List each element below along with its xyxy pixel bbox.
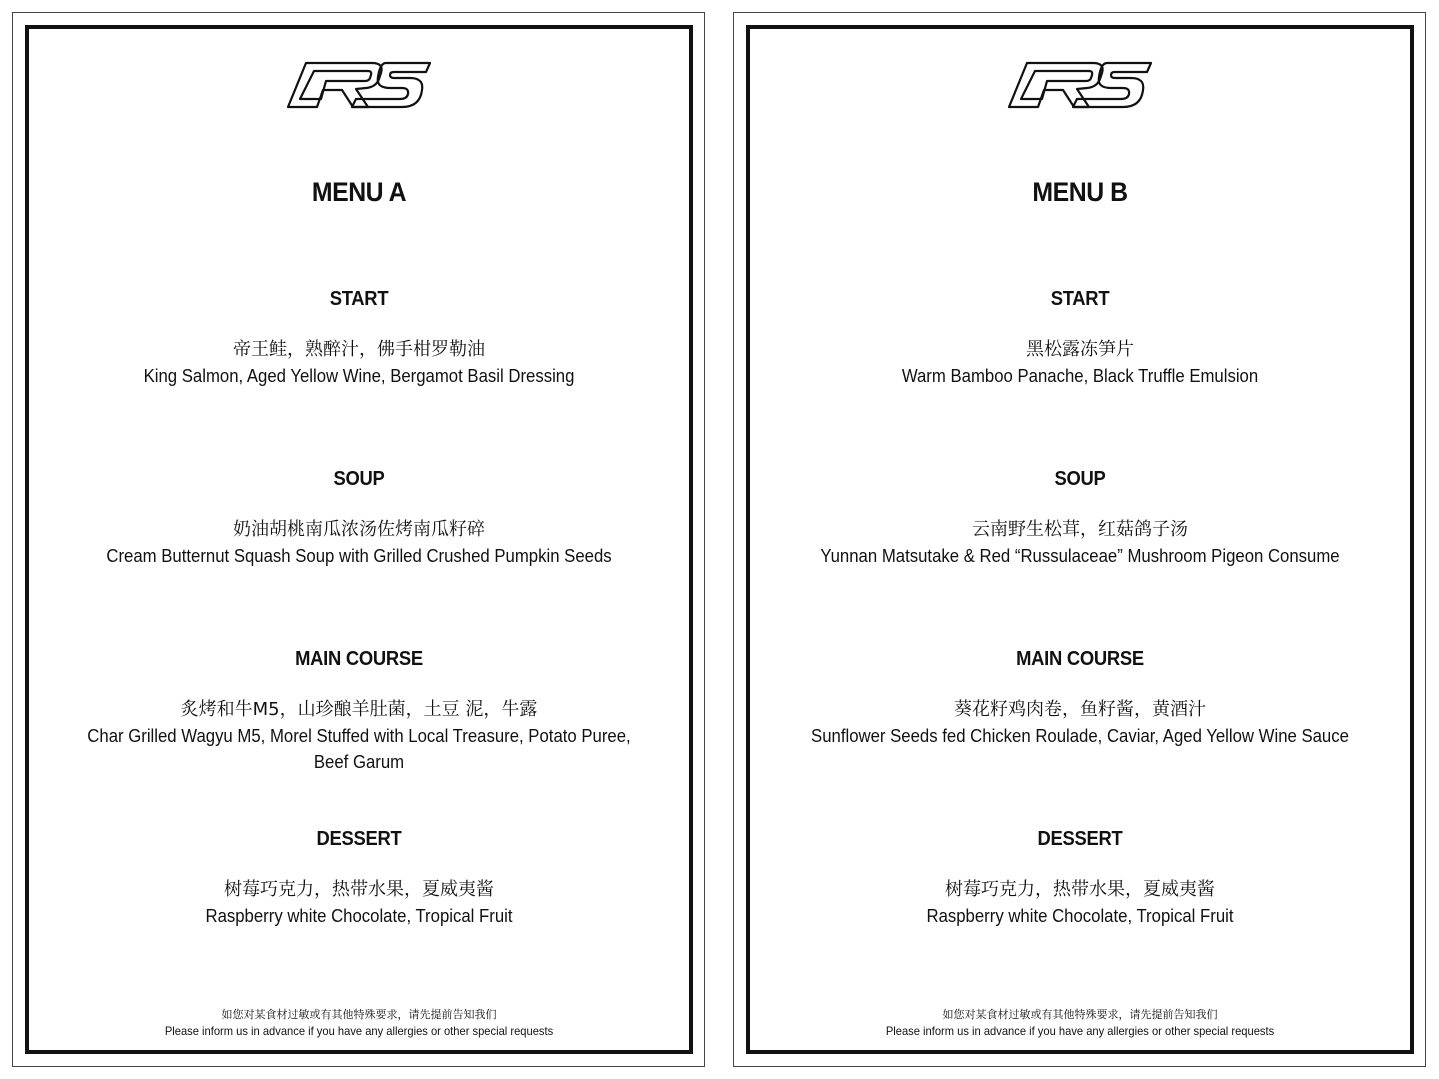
section-title: DESSERT xyxy=(1037,828,1123,850)
section-soup xyxy=(39,467,679,569)
dish-name-english: Yunnan Matsutake & Red “Russulaceae” Mushroom Pigeon Consume xyxy=(820,546,1340,566)
section-main-course xyxy=(760,647,1400,749)
allergy-notice xyxy=(750,1006,1410,1040)
section-main-course xyxy=(39,647,679,775)
menu-card-a xyxy=(12,12,705,1067)
menu-frame xyxy=(746,25,1414,1054)
section-start xyxy=(760,287,1400,389)
dish-name-chinese: 炙烤和牛M5，山珍酿羊肚菌，土豆 泥，牛露 xyxy=(180,699,538,720)
section-dessert xyxy=(760,827,1400,929)
section-title: START xyxy=(1050,288,1110,310)
allergy-notice-english: Please inform us in advance if you have any allergies or other special requests xyxy=(164,1024,554,1038)
dish-name-chinese: 云南野生松茸，红菇鸽子汤 xyxy=(972,519,1188,540)
section-soup xyxy=(760,467,1400,569)
dish-name-chinese: 树莓巧克力，热带水果，夏威夷酱 xyxy=(945,879,1215,900)
dish-name-english: Raspberry white Chocolate, Tropical Fruit xyxy=(926,906,1234,926)
section-title: DESSERT xyxy=(316,828,402,850)
dish-name-chinese: 奶油胡桃南瓜浓汤佐烤南瓜籽碎 xyxy=(233,519,485,540)
allergy-notice-english: Please inform us in advance if you have any allergies or other special requests xyxy=(885,1024,1275,1038)
dish-name-english: Char Grilled Wagyu M5, Morel Stuffed with Local Treasure, Potato Puree, Beef Garum xyxy=(87,726,631,772)
menu-title: MENU A xyxy=(311,177,407,207)
dish-name-chinese: 葵花籽鸡肉卷，鱼籽酱，黄酒汁 xyxy=(954,699,1206,720)
menu-card-b xyxy=(733,12,1426,1067)
section-title: START xyxy=(329,288,389,310)
menu-frame xyxy=(25,25,693,1054)
dish-name-english: Raspberry white Chocolate, Tropical Fruit xyxy=(205,906,513,926)
section-title: SOUP xyxy=(1054,468,1106,490)
menu-title: MENU B xyxy=(1032,177,1128,207)
section-title: SOUP xyxy=(333,468,385,490)
dish-name-english: Sunflower Seeds fed Chicken Roulade, Caviar, Aged Yellow Wine Sauce xyxy=(811,726,1349,746)
section-title: MAIN COURSE xyxy=(1016,648,1144,670)
dish-name-english: King Salmon, Aged Yellow Wine, Bergamot Basil Dressing xyxy=(143,366,575,386)
rs-logo-icon xyxy=(1007,59,1153,111)
dish-name-chinese: 黑松露冻笋片 xyxy=(1026,339,1134,360)
dish-name-chinese: 树莓巧克力，热带水果，夏威夷酱 xyxy=(224,879,494,900)
dish-name-english: Warm Bamboo Panache, Black Truffle Emulsion xyxy=(901,366,1259,386)
section-title: MAIN COURSE xyxy=(295,648,423,670)
section-start xyxy=(39,287,679,389)
dish-name-english: Cream Butternut Squash Soup with Grilled Crushed Pumpkin Seeds xyxy=(106,546,612,566)
allergy-notice xyxy=(29,1006,689,1040)
dish-name-chinese: 帝王鲑，熟醉汁，佛手柑罗勒油 xyxy=(233,339,485,360)
allergy-notice-chinese: 如您对某食材过敏或有其他特殊要求，请先提前告知我们 xyxy=(942,1008,1218,1021)
rs-logo-icon xyxy=(286,59,432,111)
section-dessert xyxy=(39,827,679,929)
allergy-notice-chinese: 如您对某食材过敏或有其他特殊要求，请先提前告知我们 xyxy=(221,1008,497,1021)
